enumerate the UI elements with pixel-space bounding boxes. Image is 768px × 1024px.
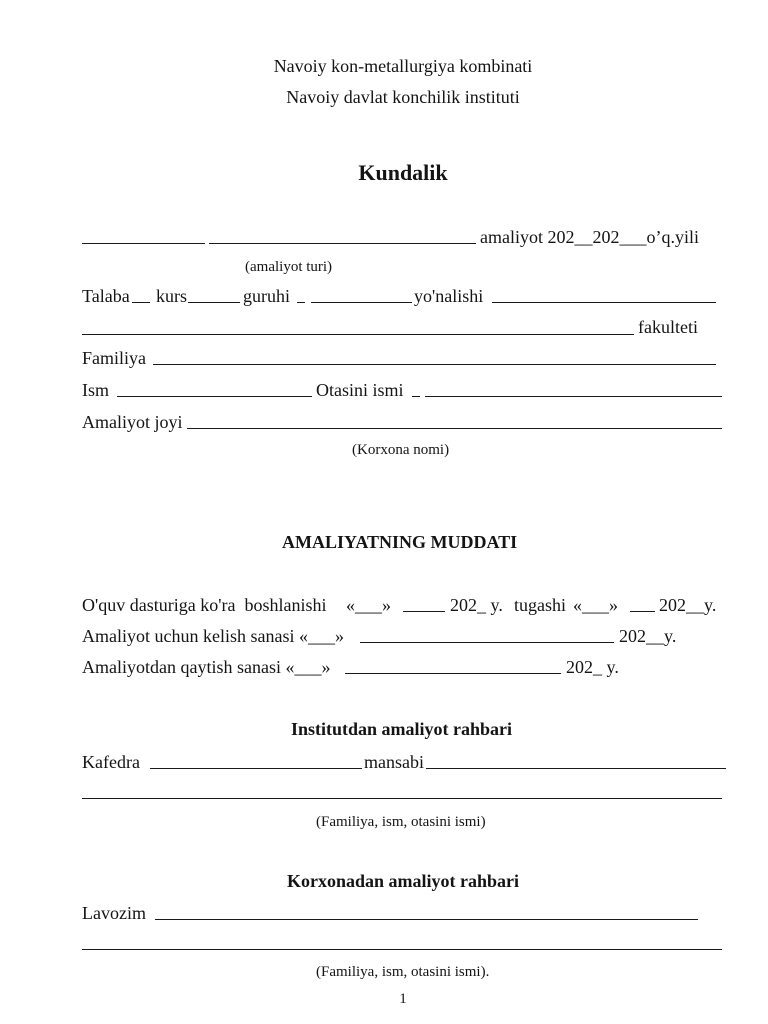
faculty-blank [82,334,634,335]
arrival-date-label: Amaliyot uchun kelish sanasi «___» [82,626,344,646]
workplace-label: Amaliyot joyi [82,412,183,432]
company-supervisor-caption: (Familiya, ism, otasini ismi). [316,964,490,980]
return-year: 202_ y. [566,657,619,677]
course-label: kurs [156,286,187,306]
group-label: guruhi [243,286,290,306]
name-blank [117,396,312,397]
company-supervisor-heading: Korxonadan amaliyot rahbari [287,871,520,891]
job-title-label: Lavozim [82,903,146,923]
duration-heading: AMALIYATNING MUDDATI [282,532,518,552]
surname-blank [153,364,716,365]
organization-name: Navoiy kon-metallurgiya kombinati [273,56,533,76]
job-title-blank [155,919,698,920]
institute-supervisor-heading: Institutdan amaliyot rahbari [291,719,513,739]
institute-supervisor-name-blank [82,798,722,799]
institute-supervisor-caption: (Familiya, ism, otasini ismi) [316,814,486,830]
student-label: Talaba [82,286,130,306]
name-label: Ism [82,380,109,400]
workplace-blank [187,428,722,429]
course-blank [132,302,150,303]
planned-start-label: O'quv dasturiga ko'ra boshlanishi [82,595,327,615]
return-date-label: Amaliyotdan qaytish sanasi «___» [82,657,331,677]
practice-type-blank-2 [209,243,476,244]
planned-end-year: 202__y. [659,595,717,615]
direction-prefix-blank [297,302,305,303]
patronymic-blank [425,396,722,397]
return-month-blank [345,673,561,674]
document-title: Kundalik [358,160,448,185]
surname-label: Familiya [82,348,146,368]
direction-blank [492,302,716,303]
institute-name: Navoiy davlat konchilik instituti [286,87,520,107]
planned-end-day: «___» [573,595,618,615]
planned-end-month-blank [630,611,655,612]
planned-start-day: «___» [346,595,391,615]
planned-start-month-blank [403,611,445,612]
direction-code-blank [311,302,412,303]
patronymic-prefix-blank [412,396,420,397]
company-supervisor-name-blank [82,949,722,950]
planned-end-label: tugashi [514,595,566,615]
department-label: Kafedra [82,752,140,772]
page-number: 1 [399,991,407,1007]
planned-start-year: 202_ y. [450,595,503,615]
direction-label: yo'nalishi [414,286,484,306]
arrival-month-blank [360,642,614,643]
group-blank [188,302,240,303]
practice-year-line: amaliyot 202__202___o’q.yili [480,227,699,247]
faculty-label: fakulteti [638,317,698,337]
patronymic-label: Otasini ismi [316,380,404,400]
practice-type-blank [82,243,205,244]
position-label: mansabi [364,752,424,772]
workplace-caption: (Korxona nomi) [352,442,450,458]
practice-type-caption: (amaliyot turi) [245,259,333,275]
position-blank [426,768,726,769]
arrival-year: 202__y. [619,626,677,646]
department-blank [150,768,362,769]
